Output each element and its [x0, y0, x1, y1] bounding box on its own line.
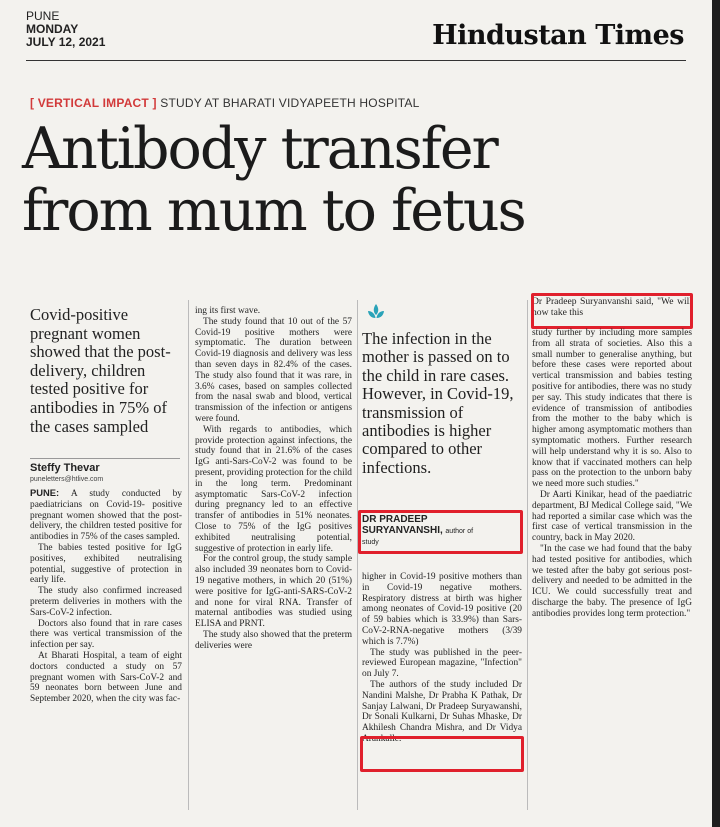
- paragraph: The study also showed that the preterm deliveries were: [195, 629, 352, 651]
- paragraph: "In the case we had found that the baby had tested positive for antibodies, which we tested after the baby got serious post-delivery and needed to be admitted in the ICU. We could successfully treat and discharge the baby. The presence of IgG antibodies provides long term protection.": [532, 543, 692, 619]
- kicker: [30, 96, 420, 110]
- paragraph: Doctors also found that in rare cases there was vertical transmission of the infection per say.: [30, 618, 182, 651]
- paragraph: The babies tested positive for IgG positives, exhibited neutralising potential, suggestive of protection in early life.: [30, 542, 182, 586]
- highlight-box: [360, 736, 524, 772]
- paragraph: The study was published in the peer-reviewed European magazine, "Infection" on July 7.: [362, 647, 522, 680]
- kicker-text: STUDY AT BHARATI VIDYAPEETH HOSPITAL: [160, 96, 420, 110]
- pull-quote: The infection in the mother is passed on to the child in rare cases. However, in Covid-19, transmission of antibodies is higher compared to other infections.: [362, 329, 514, 477]
- byline-author: Steffy Thevar: [30, 458, 180, 474]
- paragraph: Dr Aarti Kinikar, head of the paediatric department, BJ Medical College said, "We had reported a similar case which was the first case of vertical transmission in the country, back in May 2020.: [532, 489, 692, 544]
- article-column-3: [362, 572, 522, 745]
- paragraph: With regards to antibodies, which provide protection against infections, the study found that in 21.6% of the cases IgG anti-Sars-CoV-2 was found to be present, providing protection for the child in the long term. Predominant asymptomatic Sars-CoV-2 infection during pregnancy led to an effective transfer of antibodies in 51% neonates. Close to 75% of the IgG positives exhibited neutralising potential, suggestive of protection in early life.: [195, 424, 352, 554]
- article-column-2: [195, 306, 352, 652]
- dateline-date: JULY 12, 2021: [26, 35, 106, 49]
- quote-author-name: DR PRADEEP: [362, 514, 428, 525]
- kicker-tag: [ VERTICAL IMPACT ]: [30, 96, 157, 110]
- quote-leaf-icon: [366, 302, 386, 326]
- phone-edge: [712, 0, 720, 827]
- quote-lead-line: Dr Pradeep Suryanvanshi said, "We will now take this: [532, 296, 692, 318]
- paragraph: For the control group, the study sample also included 39 neonates born to Covid-19 negative mothers, in which 20 (51%) were positive for IgG-anti-SARS-CoV-2 and none for viral RNA. Transfer of maternal antibodies was studied using ELISA and PRNT.: [195, 554, 352, 630]
- highlight-box: [358, 510, 523, 554]
- masthead-logo: Hindustan Times: [432, 20, 684, 51]
- column-divider: [357, 300, 358, 810]
- column-divider: [527, 300, 528, 810]
- paragraph: ing its first wave.: [195, 306, 261, 316]
- headline-line-1: Antibody transfer: [22, 116, 497, 182]
- paragraph: The study found that 10 out of the 57 Covid-19 positive mothers were symptomatic. The duration between Covid-19 diagnosis and delivery was less than seven days in 82.4% of the cases. The study also found that it was rare, in 3.6% cases, based on samples collected from the nasal swab and blood, vertical transmission of the infection or antigens were found.: [195, 316, 352, 424]
- dateline-lead: PUNE:: [30, 487, 60, 498]
- header-divider: [26, 60, 686, 61]
- byline-email: puneletters@htlive.com: [30, 476, 104, 483]
- article-column-1: [30, 488, 182, 705]
- deck: Covid-positive pregnant women showed that the post-delivery, children tested positive for antibodies in 75% of the cases sampled: [30, 305, 171, 436]
- quote-author-role-cont: study: [362, 539, 379, 546]
- headline-line-2: from mum to fetus: [22, 178, 525, 244]
- dateline-day: MONDAY: [26, 22, 79, 36]
- article-column-4: [532, 328, 692, 620]
- dateline-city: PUNE: [26, 9, 60, 23]
- paragraph: study further by including more samples from all strata of societies. Also this a small number to generalise anything, but before these cases were reported about vertical transmission and babies testing positive for antibodies, there was no study per say. This study indicates that there is evidence of transmission of antibodies from the mother to the baby which is higher among asymptomatic mothers than symptomatic mothers. Further research will help understand why it is so. Also to know that if vaccinated mothers can help pass on the protection to the unborn baby we need more such studies.": [532, 328, 692, 490]
- paragraph: The authors of the study included Dr Nandini Malshe, Dr Prabha K Pathak, Dr Sanjay Lalwani, Dr Pradeep Suryawanshi, Dr Sonali Kulkarni, Dr Suhas Mhaske, Dr Akhilesh Chandra Mishra, and Dr Vidya Arankalle.: [362, 679, 522, 744]
- quote-author-role: author of: [445, 528, 474, 535]
- column-divider: [188, 300, 189, 810]
- paragraph: [30, 488, 182, 543]
- paragraph: At Bharati Hospital, a team of eight doctors conducted a study on 57 pregnant women with Sars-CoV-2 and 59 neonates born between June and September 2020, when the city was fac-: [30, 650, 182, 705]
- paragraph: The study also confirmed increased preterm deliveries in mothers with the Sars-CoV-2 infection.: [30, 586, 182, 618]
- paragraph-text: A study conducted by paediatricians on Covid-19- positive pregnant women showed that the post- delivery, the children tested positive for antibodies in 75% of the cases sampled.: [30, 489, 182, 543]
- headline: [22, 118, 702, 242]
- highlight-box: [531, 293, 693, 329]
- dateline: [26, 10, 105, 49]
- paragraph: higher in Covid-19 positive mothers than in Covid-19 negative mothers. Respiratory distress at birth was higher among neonates of Covid-19 positive (20 of 59 babies which is 33.9%) than Sars-CoV-2-RNA-negative mothers (3/39 which is 7.7%): [362, 572, 522, 647]
- quote-author-surname: SURYANVANSHI,: [362, 525, 443, 536]
